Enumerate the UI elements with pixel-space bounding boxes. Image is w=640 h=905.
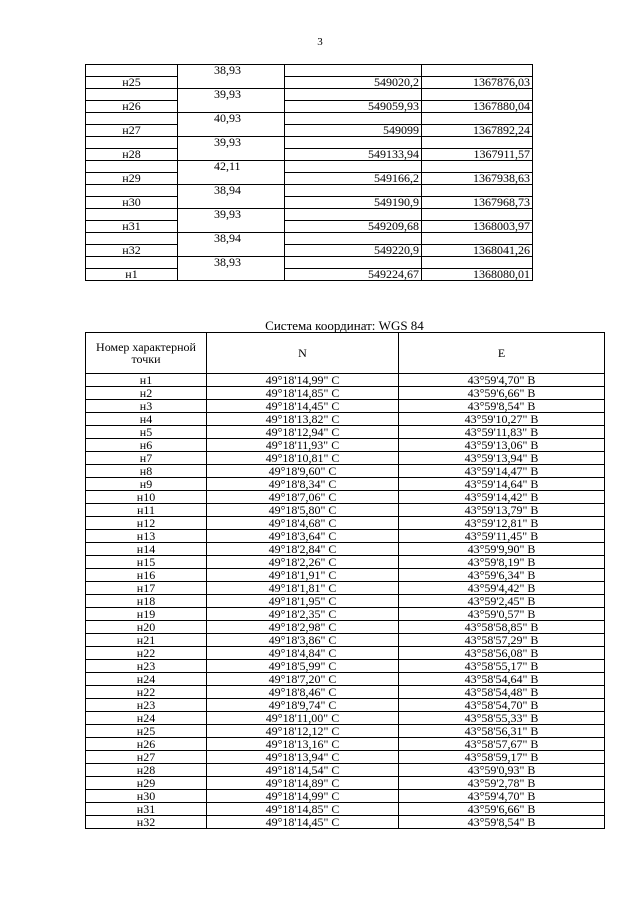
- point-number-cell: н10: [86, 491, 207, 504]
- latitude-cell: 49°18'7,20" С: [207, 673, 399, 686]
- longitude-cell: 43°58'54,70" В: [399, 699, 605, 712]
- y-coordinate-cell: 1367876,03: [422, 77, 533, 89]
- table-row: [86, 465, 605, 478]
- x-coordinate-cell: 549059,93: [285, 101, 422, 113]
- point-number-cell: н20: [86, 621, 207, 634]
- longitude-cell: 43°59'4,42" В: [399, 582, 605, 595]
- longitude-cell: 43°59'0,57" В: [399, 608, 605, 621]
- longitude-cell: 43°59'13,94" В: [399, 452, 605, 465]
- latitude-cell: 49°18'14,99" С: [207, 374, 399, 387]
- distance-cell: 38,94: [178, 233, 285, 245]
- table-row: [86, 647, 605, 660]
- table-row: [86, 712, 605, 725]
- y-coordinate-cell: 1367880,04: [422, 101, 533, 113]
- point-number-cell: н22: [86, 686, 207, 699]
- point-number-cell: н14: [86, 543, 207, 556]
- longitude-cell: 43°59'8,54" В: [399, 400, 605, 413]
- point-number-cell: н6: [86, 439, 207, 452]
- table-row: [86, 660, 605, 673]
- point-number-cell: н16: [86, 569, 207, 582]
- longitude-cell: 43°59'4,70" В: [399, 374, 605, 387]
- coordinate-system-title: Система координат: WGS 84: [265, 318, 424, 333]
- point-row: [86, 245, 533, 257]
- distance-cell: 38,94: [178, 185, 285, 197]
- latitude-cell: 49°18'11,93" С: [207, 439, 399, 452]
- longitude-cell: 43°58'55,17" В: [399, 660, 605, 673]
- latitude-cell: 49°18'14,85" С: [207, 803, 399, 816]
- point-number-cell: н30: [86, 197, 178, 209]
- table-row: [86, 751, 605, 764]
- longitude-cell: 43°58'56,31" В: [399, 725, 605, 738]
- distance-row: [86, 137, 533, 149]
- longitude-cell: 43°58'54,64" В: [399, 673, 605, 686]
- longitude-cell: 43°59'6,66" В: [399, 803, 605, 816]
- distance-cell: 38,93: [178, 65, 285, 77]
- y-coordinate-cell: 1368003,97: [422, 221, 533, 233]
- table-row: [86, 543, 605, 556]
- x-coordinate-cell: 549190,9: [285, 197, 422, 209]
- point-number-cell: н1: [86, 374, 207, 387]
- table-row: [86, 764, 605, 777]
- latitude-cell: 49°18'9,74" С: [207, 699, 399, 712]
- point-number-cell: н3: [86, 400, 207, 413]
- point-number-cell: н9: [86, 478, 207, 491]
- point-number-cell: н5: [86, 426, 207, 439]
- point-number-cell: н26: [86, 101, 178, 113]
- longitude-cell: 43°59'14,47" В: [399, 465, 605, 478]
- latitude-cell: 49°18'13,94" С: [207, 751, 399, 764]
- longitude-cell: 43°59'2,78" В: [399, 777, 605, 790]
- longitude-cell: 43°58'59,17" В: [399, 751, 605, 764]
- table-row: [86, 374, 605, 387]
- point-number-cell: н7: [86, 452, 207, 465]
- table-row: [86, 777, 605, 790]
- point-number-cell: н22: [86, 647, 207, 660]
- coordinates-table-wgs84: [85, 332, 605, 829]
- longitude-cell: 43°59'2,45" В: [399, 595, 605, 608]
- table-row: [86, 452, 605, 465]
- longitude-cell: 43°59'14,64" В: [399, 478, 605, 491]
- point-number-cell: н24: [86, 673, 207, 686]
- point-number-cell: н31: [86, 221, 178, 233]
- x-coordinate-cell: 549209,68: [285, 221, 422, 233]
- coordinates-table-msk: [85, 64, 533, 281]
- y-coordinate-cell: 1368041,26: [422, 245, 533, 257]
- point-number-cell: н23: [86, 699, 207, 712]
- table-row: [86, 621, 605, 634]
- distance-cell: 40,93: [178, 113, 285, 125]
- point-number-cell: н12: [86, 517, 207, 530]
- point-row: [86, 101, 533, 113]
- distance-row: [86, 233, 533, 245]
- point-row: [86, 173, 533, 185]
- header-longitude: E: [399, 333, 605, 374]
- longitude-cell: 43°59'9,90" В: [399, 543, 605, 556]
- table-row: [86, 478, 605, 491]
- x-coordinate-cell: 549166,2: [285, 173, 422, 185]
- latitude-cell: 49°18'3,64" С: [207, 530, 399, 543]
- point-number-cell: н1: [86, 269, 178, 281]
- distance-cell: 39,93: [178, 137, 285, 149]
- latitude-cell: 49°18'14,45" С: [207, 400, 399, 413]
- latitude-cell: 49°18'3,86" С: [207, 634, 399, 647]
- point-number-cell: н18: [86, 595, 207, 608]
- latitude-cell: 49°18'12,94" С: [207, 426, 399, 439]
- distance-row: [86, 185, 533, 197]
- latitude-cell: 49°18'8,34" С: [207, 478, 399, 491]
- distance-row: [86, 89, 533, 101]
- point-number-cell: н27: [86, 125, 178, 137]
- distance-cell: 39,93: [178, 89, 285, 101]
- latitude-cell: 49°18'12,12" С: [207, 725, 399, 738]
- longitude-cell: 43°58'57,29" В: [399, 634, 605, 647]
- table-row: [86, 634, 605, 647]
- distance-row: [86, 257, 533, 269]
- latitude-cell: 49°18'14,45" С: [207, 816, 399, 829]
- point-row: [86, 197, 533, 209]
- y-coordinate-cell: 1368080,01: [422, 269, 533, 281]
- point-number-cell: н21: [86, 634, 207, 647]
- x-coordinate-cell: 549220,9: [285, 245, 422, 257]
- longitude-cell: 43°59'11,45" В: [399, 530, 605, 543]
- latitude-cell: 49°18'14,99" С: [207, 790, 399, 803]
- table-row: [86, 556, 605, 569]
- longitude-cell: 43°59'8,19" В: [399, 556, 605, 569]
- table-row: [86, 530, 605, 543]
- distance-row: [86, 209, 533, 221]
- point-number-cell: н26: [86, 738, 207, 751]
- table-row: [86, 569, 605, 582]
- point-row: [86, 125, 533, 137]
- longitude-cell: 43°59'4,70" В: [399, 790, 605, 803]
- latitude-cell: 49°18'10,81" С: [207, 452, 399, 465]
- latitude-cell: 49°18'8,46" С: [207, 686, 399, 699]
- latitude-cell: 49°18'4,68" С: [207, 517, 399, 530]
- table-row: [86, 686, 605, 699]
- longitude-cell: 43°59'10,27" В: [399, 413, 605, 426]
- distance-row: [86, 65, 533, 77]
- point-number-cell: н29: [86, 777, 207, 790]
- table-row: [86, 582, 605, 595]
- longitude-cell: 43°58'55,33" В: [399, 712, 605, 725]
- point-row: [86, 269, 533, 281]
- table-row: [86, 816, 605, 829]
- longitude-cell: 43°59'8,54" В: [399, 816, 605, 829]
- latitude-cell: 49°18'5,80" С: [207, 504, 399, 517]
- table-row: [86, 738, 605, 751]
- point-number-cell: н24: [86, 712, 207, 725]
- table-row: [86, 413, 605, 426]
- latitude-cell: 49°18'1,81" С: [207, 582, 399, 595]
- y-coordinate-cell: 1367938,63: [422, 173, 533, 185]
- point-number-cell: н23: [86, 660, 207, 673]
- latitude-cell: 49°18'1,95" С: [207, 595, 399, 608]
- table-row: [86, 790, 605, 803]
- y-coordinate-cell: 1367911,57: [422, 149, 533, 161]
- point-number-cell: н19: [86, 608, 207, 621]
- table-row: [86, 608, 605, 621]
- point-number-cell: н17: [86, 582, 207, 595]
- distance-row: [86, 161, 533, 173]
- latitude-cell: 49°18'14,89" С: [207, 777, 399, 790]
- page-number: 3: [317, 36, 323, 48]
- table-row: [86, 725, 605, 738]
- latitude-cell: 49°18'14,85" С: [207, 387, 399, 400]
- longitude-cell: 43°58'54,48" В: [399, 686, 605, 699]
- latitude-cell: 49°18'7,06" С: [207, 491, 399, 504]
- table-row: [86, 803, 605, 816]
- point-number-cell: н2: [86, 387, 207, 400]
- point-number-cell: н28: [86, 149, 178, 161]
- distance-cell: 39,93: [178, 209, 285, 221]
- x-coordinate-cell: 549099: [285, 125, 422, 137]
- point-number-cell: н29: [86, 173, 178, 185]
- latitude-cell: 49°18'14,54" С: [207, 764, 399, 777]
- distance-cell: [178, 269, 285, 281]
- point-number-cell: н11: [86, 504, 207, 517]
- point-number-cell: н28: [86, 764, 207, 777]
- longitude-cell: 43°58'56,08" В: [399, 647, 605, 660]
- y-coordinate-cell: 1367892,24: [422, 125, 533, 137]
- longitude-cell: 43°59'6,66" В: [399, 387, 605, 400]
- table-row: [86, 387, 605, 400]
- point-row: [86, 149, 533, 161]
- point-number-cell: н30: [86, 790, 207, 803]
- table-row: [86, 504, 605, 517]
- table-row: [86, 400, 605, 413]
- point-number-cell: н4: [86, 413, 207, 426]
- point-number-cell: н25: [86, 725, 207, 738]
- table-row: [86, 673, 605, 686]
- point-number-cell: н32: [86, 245, 178, 257]
- longitude-cell: 43°58'57,67" В: [399, 738, 605, 751]
- distance-row: [86, 113, 533, 125]
- longitude-cell: 43°59'11,83" В: [399, 426, 605, 439]
- point-number-cell: н32: [86, 816, 207, 829]
- table-header-row: [86, 333, 605, 374]
- latitude-cell: 49°18'11,00" С: [207, 712, 399, 725]
- x-coordinate-cell: 549020,2: [285, 77, 422, 89]
- latitude-cell: 49°18'2,26" С: [207, 556, 399, 569]
- x-coordinate-cell: 549224,67: [285, 269, 422, 281]
- header-point-number: Номер характерной точки: [86, 333, 207, 374]
- latitude-cell: 49°18'13,82" С: [207, 413, 399, 426]
- latitude-cell: 49°18'13,16" С: [207, 738, 399, 751]
- longitude-cell: 43°59'14,42" В: [399, 491, 605, 504]
- point-number-cell: н15: [86, 556, 207, 569]
- y-coordinate-cell: 1367968,73: [422, 197, 533, 209]
- latitude-cell: 49°18'9,60" С: [207, 465, 399, 478]
- table-row: [86, 699, 605, 712]
- point-number-cell: н13: [86, 530, 207, 543]
- latitude-cell: 49°18'1,91" С: [207, 569, 399, 582]
- table-row: [86, 426, 605, 439]
- latitude-cell: 49°18'2,84" С: [207, 543, 399, 556]
- longitude-cell: 43°59'13,79" В: [399, 504, 605, 517]
- point-row: [86, 77, 533, 89]
- latitude-cell: 49°18'4,84" С: [207, 647, 399, 660]
- distance-cell: 42,11: [178, 161, 285, 173]
- point-number-cell: н31: [86, 803, 207, 816]
- latitude-cell: 49°18'5,99" С: [207, 660, 399, 673]
- point-number-cell: н27: [86, 751, 207, 764]
- longitude-cell: 43°59'12,81" В: [399, 517, 605, 530]
- table-row: [86, 439, 605, 452]
- latitude-cell: 49°18'2,35" С: [207, 608, 399, 621]
- longitude-cell: 43°59'0,93" В: [399, 764, 605, 777]
- x-coordinate-cell: 549133,94: [285, 149, 422, 161]
- latitude-cell: 49°18'2,98" С: [207, 621, 399, 634]
- table-row: [86, 491, 605, 504]
- longitude-cell: 43°59'6,34" В: [399, 569, 605, 582]
- point-row: [86, 221, 533, 233]
- point-number-cell: н8: [86, 465, 207, 478]
- longitude-cell: 43°59'13,06" В: [399, 439, 605, 452]
- table-row: [86, 595, 605, 608]
- longitude-cell: 43°58'58,85" В: [399, 621, 605, 634]
- distance-cell: 38,93: [178, 257, 285, 269]
- point-number-cell: н25: [86, 77, 178, 89]
- header-latitude: N: [207, 333, 399, 374]
- table-row: [86, 517, 605, 530]
